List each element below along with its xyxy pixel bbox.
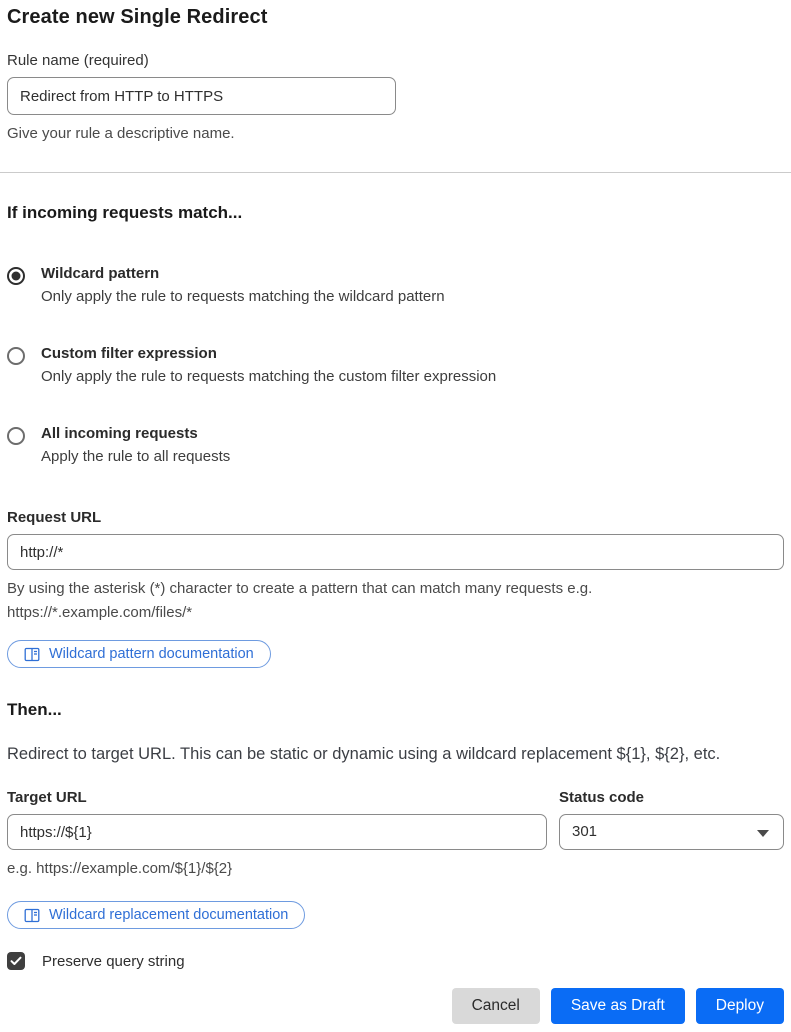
- radio-option-wildcard-pattern[interactable]: [7, 265, 784, 305]
- radio-option-text: [41, 425, 230, 465]
- section-divider: [0, 172, 791, 173]
- request-url-label: Request URL: [7, 509, 102, 526]
- radio-button[interactable]: [7, 347, 25, 365]
- deploy-button[interactable]: Deploy: [696, 988, 784, 1024]
- cancel-button[interactable]: Cancel: [452, 988, 540, 1024]
- radio-option-text: [41, 265, 445, 305]
- doc-button-label: Wildcard pattern documentation: [49, 646, 254, 662]
- rule-name-help: Give your rule a descriptive name.: [7, 125, 235, 142]
- rule-name-label: Rule name (required): [7, 52, 149, 69]
- request-url-help: [7, 577, 784, 625]
- request-url-help-line1: By using the asterisk (*) character to create a pattern that can match many requests e.g.: [7, 580, 593, 597]
- radio-option-label: Wildcard pattern: [41, 265, 160, 282]
- status-code-label: Status code: [559, 789, 645, 806]
- chevron-down-icon: [757, 830, 769, 837]
- radio-option-custom-filter[interactable]: [7, 345, 784, 385]
- radio-option-text: [41, 345, 496, 385]
- target-url-label: Target URL: [7, 789, 87, 806]
- radio-button-selected[interactable]: [7, 267, 25, 285]
- preserve-query-label: Preserve query string: [42, 952, 185, 970]
- doc-button-label: Wildcard replacement documentation: [49, 907, 289, 923]
- radio-option-all-requests[interactable]: [7, 425, 784, 465]
- book-icon: [24, 647, 40, 662]
- then-description: Redirect to target URL. This can be static or dynamic using a wildcard replacement ${1}, ${2}, etc.: [7, 745, 721, 763]
- target-url-input[interactable]: [7, 814, 547, 850]
- radio-option-description: Apply the rule to all requests: [41, 448, 231, 465]
- wildcard-pattern-docs-button[interactable]: [7, 640, 271, 668]
- match-section-heading: If incoming requests match...: [7, 203, 243, 222]
- page-title: Create new Single Redirect: [7, 6, 268, 28]
- radio-option-label: All incoming requests: [41, 425, 198, 442]
- target-url-help: e.g. https://example.com/${1}/${2}: [7, 860, 233, 877]
- preserve-query-row[interactable]: [7, 952, 784, 970]
- status-code-column: [559, 789, 784, 881]
- radio-option-description: Only apply the rule to requests matching the wildcard pattern: [41, 288, 445, 305]
- book-icon: [24, 908, 40, 923]
- radio-option-label: Custom filter expression: [41, 345, 217, 362]
- target-url-column: [7, 789, 547, 881]
- radio-button[interactable]: [7, 427, 25, 445]
- radio-option-description: Only apply the rule to requests matching the custom filter expression: [41, 368, 497, 385]
- wildcard-replacement-docs-button[interactable]: [7, 901, 305, 929]
- rule-name-input[interactable]: [7, 77, 396, 115]
- status-code-value: 301: [572, 823, 598, 840]
- form-actions: [452, 988, 784, 1024]
- request-url-help-line2: https://*.example.com/files/*: [7, 604, 193, 621]
- then-section-heading: Then...: [7, 700, 62, 719]
- save-as-draft-button[interactable]: Save as Draft: [551, 988, 685, 1024]
- preserve-query-checkbox[interactable]: [7, 952, 25, 970]
- status-code-select[interactable]: [559, 814, 784, 850]
- request-url-input[interactable]: [7, 534, 784, 570]
- target-status-row: [7, 789, 784, 881]
